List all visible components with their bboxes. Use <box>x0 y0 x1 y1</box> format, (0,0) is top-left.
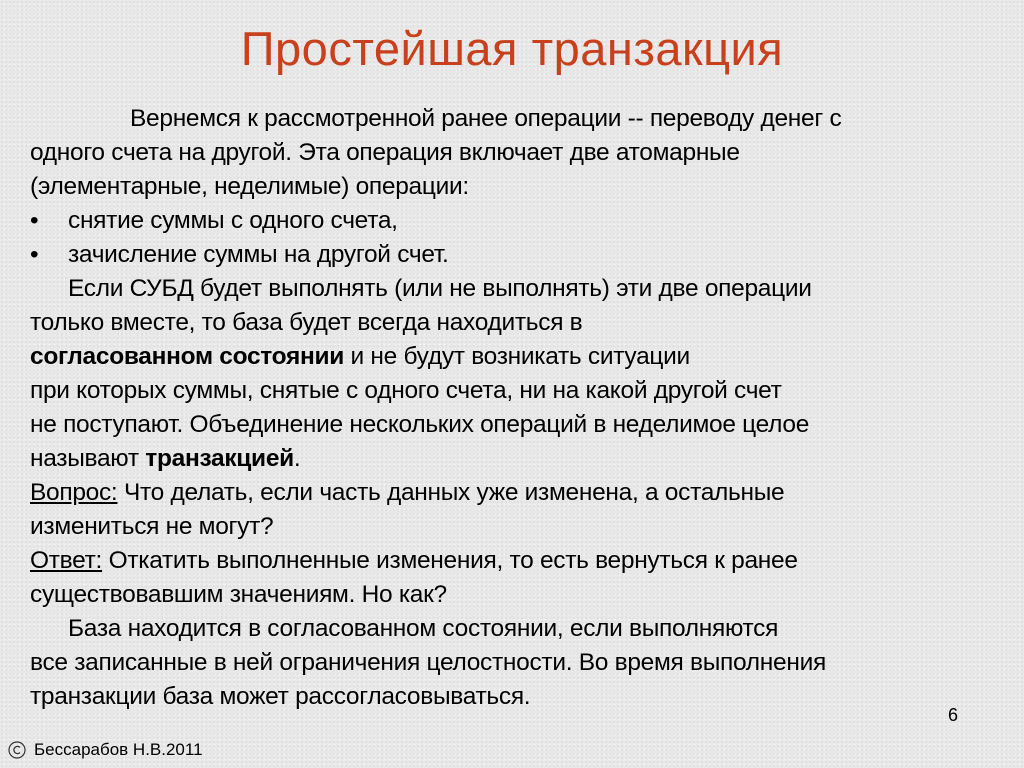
term-transaction: транзакцией <box>145 445 294 472</box>
copyright-icon <box>8 741 26 759</box>
consistency-line-6-end: . <box>293 445 301 472</box>
consistency-line-3-rest: и не будут возникать ситуации <box>344 343 690 370</box>
consistency-line-4: при которых суммы, снятые с одного счета, ни на какой другой счет <box>30 377 782 404</box>
answer-line-1 <box>30 544 1000 578</box>
bullet-item-withdraw <box>30 204 1000 238</box>
intro-line-1: Вернемся к рассмотренной ранее операции -- переводу денег с <box>130 105 842 132</box>
intro-line-2: одного счета на другой. Эта операция включает две атомарные <box>30 139 740 166</box>
bullet-item-deposit <box>30 238 1000 272</box>
intro-line-3: (элементарные, неделимые) операции: <box>30 173 469 200</box>
term-consistent-state: согласованном состоянии <box>30 343 345 370</box>
closing-line-3: транзакции база может рассогласовываться. <box>30 683 531 710</box>
question-line-2: измениться не могут? <box>30 513 274 540</box>
consistency-line-1: Если СУБД будет выполнять (или не выполнять) эти две операции <box>68 275 812 302</box>
question-line-1 <box>30 476 1000 510</box>
consistency-line-2: только вместе, то база будет всегда находиться в <box>30 309 583 336</box>
consistency-line-3 <box>30 340 1000 374</box>
page-number: 6 <box>948 705 959 725</box>
footer-author: Бессарабов Н.В.2011 <box>34 740 203 759</box>
consistency-line-5: не поступают. Объединение нескольких операций в неделимое целое <box>30 411 810 438</box>
answer-label: Ответ: <box>30 547 103 574</box>
closing-line-2: все записанные в ней ограничения целостности. Во время выполнения <box>30 649 826 676</box>
consistency-line-6-start: называют <box>30 445 146 472</box>
slide-body <box>30 102 1000 714</box>
closing-line-1: База находится в согласованном состоянии, если выполняются <box>68 615 779 642</box>
footer <box>8 740 203 760</box>
bullet-marker: • <box>30 207 39 234</box>
consistency-line-6 <box>30 442 1000 476</box>
bullet-text: зачисление суммы на другой счет. <box>68 241 449 268</box>
slide-title: Простейшая транзакция <box>240 22 784 75</box>
bullet-text: снятие суммы с одного счета, <box>68 207 398 234</box>
bullet-marker: • <box>30 241 39 268</box>
answer-text: Откатить выполненные изменения, то есть вернуться к ранее <box>102 547 798 574</box>
question-label: Вопрос: <box>30 479 118 506</box>
answer-line-2: существовавшим значениям. Но как? <box>30 581 447 608</box>
question-text: Что делать, если часть данных уже изменена, а остальные <box>117 479 785 506</box>
